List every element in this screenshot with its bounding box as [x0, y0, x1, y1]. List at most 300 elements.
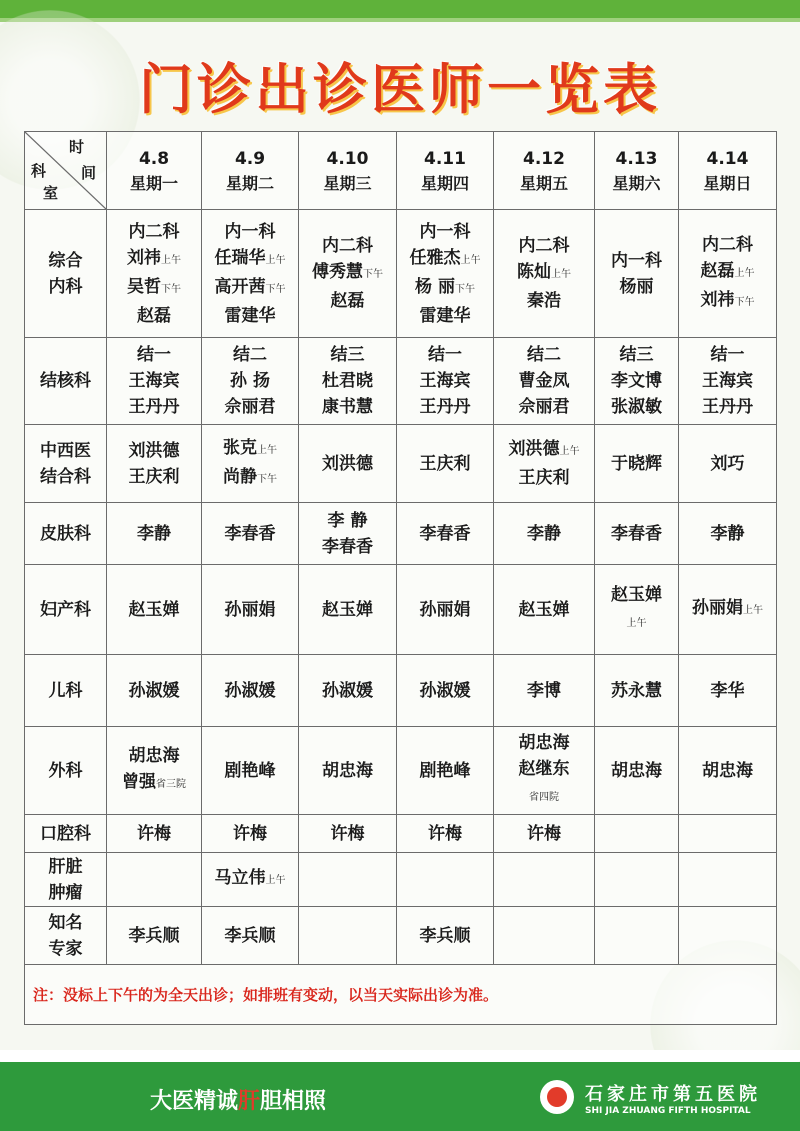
doctor-entry	[679, 368, 776, 394]
doctor-name: 结三	[330, 345, 365, 365]
schedule-cell	[595, 815, 679, 853]
doctor-entry	[202, 219, 298, 245]
doctor-entry	[679, 342, 776, 368]
doctor-name: 刘巧	[710, 453, 745, 474]
doctor-entry	[494, 288, 594, 314]
doctor-name: 胡忠海	[518, 733, 570, 753]
doctor-entry	[494, 342, 594, 368]
doctor-name: 剧艳峰	[419, 760, 471, 781]
schedule-cell	[494, 210, 595, 338]
slogan-liver: 肝	[238, 1089, 261, 1114]
doctor-entry	[299, 508, 396, 534]
doctor-entry	[679, 758, 776, 784]
doctor-name: 胡忠海	[702, 760, 753, 781]
doctor-entry	[202, 758, 298, 784]
hospital-logo-icon	[540, 1080, 574, 1114]
doctor-entry	[679, 521, 776, 547]
schedule-cell	[107, 338, 202, 425]
schedule-cell	[107, 853, 202, 907]
schedule-cell	[397, 503, 494, 565]
doctor-name: 马立伟	[214, 868, 266, 888]
date-label: 4.13	[615, 148, 658, 169]
doctor-name: 雷建华	[419, 305, 471, 326]
doctor-entry	[595, 274, 678, 300]
doctor-entry	[595, 248, 678, 274]
date-header	[397, 132, 494, 210]
schedule-cell	[595, 503, 679, 565]
doctor-name: 刘祎	[700, 289, 735, 310]
schedule-cell	[595, 210, 679, 338]
doctor-entry	[679, 595, 776, 624]
dept-name: 外科	[48, 760, 83, 781]
date-header	[202, 132, 299, 210]
doctor-name: 内二科	[322, 236, 373, 256]
doctor-entry	[494, 678, 594, 704]
schedule-cell	[397, 727, 494, 815]
doctor-name: 内一科	[611, 250, 662, 271]
doctor-entry	[202, 303, 298, 329]
doctor-name: 王海宾	[702, 371, 753, 391]
doctor-name: 结一	[137, 345, 171, 365]
schedule-cell	[299, 655, 397, 727]
shift-tag: 下午	[265, 283, 286, 295]
doctor-name: 王海宾	[128, 371, 180, 391]
weekday-label: 星期日	[703, 173, 752, 193]
dept-cell	[25, 815, 107, 853]
footer-slogan	[150, 1084, 326, 1115]
doctor-entry	[107, 342, 201, 368]
date-header	[494, 132, 595, 210]
schedule-cell	[107, 503, 202, 565]
doctor-entry	[107, 821, 201, 847]
schedule-cell	[202, 815, 299, 853]
doctor-entry	[595, 582, 678, 608]
schedule-cell	[494, 853, 595, 907]
doctor-entry	[494, 465, 594, 491]
doctor-name: 佘丽君	[518, 397, 570, 417]
hospital-name: 石家庄市第五医院	[585, 1084, 761, 1105]
doctor-name: 李兵顺	[224, 925, 276, 946]
table-row	[25, 727, 777, 815]
shift-tag: 上午	[743, 605, 763, 616]
doctor-entry	[107, 597, 201, 623]
doctor-name: 李博	[527, 680, 561, 701]
doctor-entry	[397, 923, 493, 949]
doctor-name: 张克	[223, 437, 257, 458]
schedule-cell	[595, 727, 679, 815]
doctor-name: 孙 扬	[230, 371, 270, 391]
doctor-name: 刘洪德	[322, 453, 373, 474]
doctor-entry	[107, 303, 201, 329]
doctor-entry	[679, 287, 776, 316]
doctor-name: 孙淑媛	[419, 680, 471, 701]
doctor-entry	[107, 219, 201, 245]
schedule-cell	[397, 853, 494, 907]
doctor-name: 内一科	[419, 221, 471, 242]
shift-tag: 下午	[734, 296, 755, 308]
table-row	[25, 565, 777, 655]
dept-name: 综合	[48, 250, 83, 271]
doctor-entry	[202, 678, 298, 704]
doctor-entry	[107, 245, 201, 274]
doctor-name: 王丹丹	[128, 397, 180, 417]
doctor-entry	[299, 342, 396, 368]
doctor-entry	[107, 743, 201, 769]
date-label: 4.9	[234, 148, 266, 169]
doctor-name: 赵磊	[137, 305, 171, 326]
schedule-table	[24, 131, 777, 1025]
table-row	[25, 655, 777, 727]
doctor-entry	[595, 608, 678, 637]
dept-cell	[25, 907, 107, 965]
schedule-cell	[595, 565, 679, 655]
schedule-cell	[202, 503, 299, 565]
dept-cell	[25, 210, 107, 338]
doctor-name: 苏永慧	[611, 680, 662, 701]
doctor-entry	[397, 303, 493, 329]
doctor-entry	[202, 923, 298, 949]
doctor-entry	[397, 597, 493, 623]
dept-cell	[25, 655, 107, 727]
top-light-band	[0, 18, 800, 22]
schedule-cell	[299, 907, 397, 965]
doctor-name: 胡忠海	[322, 760, 373, 781]
doctor-name: 王庆利	[419, 453, 471, 474]
dept-name: 结合科	[40, 466, 91, 487]
shift-tag: 省三院	[156, 779, 186, 790]
shift-tag: 下午	[161, 283, 181, 295]
doctor-name: 王丹丹	[702, 397, 753, 417]
doctor-name: 傅秀慧	[312, 262, 363, 282]
doctor-entry	[299, 394, 396, 420]
doctor-entry	[494, 233, 594, 259]
schedule-cell	[299, 853, 397, 907]
schedule-cell	[107, 210, 202, 338]
doctor-name: 王庆利	[518, 468, 570, 488]
doctor-entry	[494, 436, 594, 465]
doctor-name: 孙淑媛	[128, 680, 180, 701]
doctor-entry	[107, 274, 201, 303]
doctor-entry	[397, 219, 493, 245]
dept-name: 皮肤科	[40, 523, 91, 544]
doctor-entry	[397, 821, 493, 847]
dept-cell	[25, 853, 107, 907]
doctor-entry	[397, 274, 493, 303]
doctor-name: 李春香	[611, 523, 662, 544]
doctor-name: 许梅	[233, 823, 267, 844]
page-title: 门诊出诊医师一览表	[139, 58, 661, 121]
doctor-name: 许梅	[330, 823, 365, 844]
dept-name: 肿瘤	[48, 882, 83, 903]
doctor-name: 李春香	[419, 523, 471, 544]
doctor-name: 李静	[137, 523, 171, 544]
schedule-cell	[107, 565, 202, 655]
doctor-entry	[397, 394, 493, 420]
doctor-name: 李华	[710, 680, 745, 701]
schedule-cell	[494, 727, 595, 815]
doctor-entry	[299, 451, 396, 477]
dept-name: 口腔科	[40, 823, 91, 844]
schedule-cell	[397, 907, 494, 965]
doctor-entry	[299, 758, 396, 784]
doctor-entry	[494, 259, 594, 288]
schedule-cell	[397, 425, 494, 503]
doctor-name: 内二科	[518, 236, 570, 256]
dept-cell	[25, 503, 107, 565]
table-row	[25, 210, 777, 338]
schedule-cell	[595, 425, 679, 503]
doctor-entry	[299, 821, 396, 847]
table-row	[25, 907, 777, 965]
doctor-entry	[299, 288, 396, 314]
doctor-name: 吴哲	[127, 276, 161, 297]
doctor-entry	[202, 342, 298, 368]
doctor-entry	[299, 368, 396, 394]
dept-name: 妇产科	[40, 599, 91, 620]
doctor-entry	[107, 438, 201, 464]
doctor-entry	[107, 368, 201, 394]
doctor-entry	[299, 534, 396, 560]
doctor-entry	[202, 245, 298, 274]
date-label: 4.11	[424, 148, 466, 169]
doctor-name: 杨 丽	[415, 276, 455, 297]
doctor-entry	[595, 451, 678, 477]
doctor-name: 结一	[710, 345, 745, 365]
dept-name: 专家	[48, 938, 83, 959]
doctor-entry	[595, 368, 678, 394]
doctor-entry	[679, 232, 776, 258]
dept-cell	[25, 338, 107, 425]
doctor-name: 任雅杰	[409, 247, 461, 268]
top-green-band	[0, 0, 800, 18]
doctor-name: 赵磊	[330, 291, 365, 311]
dept-name: 中西医	[40, 440, 91, 461]
schedule-cell	[299, 727, 397, 815]
shift-tag: 上午	[460, 254, 481, 266]
corner-label: 时	[68, 138, 84, 156]
doctor-name: 孙丽娟	[419, 599, 471, 620]
doctor-name: 孙淑媛	[322, 680, 373, 701]
doctor-entry	[397, 245, 493, 274]
doctor-name: 杜君晓	[322, 371, 373, 391]
doctor-entry	[107, 923, 201, 949]
doctor-entry	[595, 678, 678, 704]
table-row	[25, 815, 777, 853]
corner-label: 室	[43, 184, 59, 202]
doctor-entry	[107, 394, 201, 420]
doctor-name: 李静	[710, 523, 745, 544]
date-header	[679, 132, 777, 210]
doctor-name: 曹金凤	[518, 371, 570, 391]
doctor-name: 孙淑媛	[224, 680, 276, 701]
schedule-cell	[202, 210, 299, 338]
doctor-name: 结三	[619, 345, 654, 365]
date-label: 4.12	[523, 148, 565, 169]
doctor-entry	[397, 521, 493, 547]
doctor-entry	[299, 678, 396, 704]
schedule-cell	[299, 815, 397, 853]
doctor-entry	[595, 394, 678, 420]
doctor-name: 李静	[527, 523, 561, 544]
doctor-name: 赵玉婵	[128, 599, 180, 620]
doctor-name: 任瑞华	[214, 247, 266, 268]
doctor-name: 许梅	[137, 823, 171, 844]
doctor-entry	[202, 368, 298, 394]
doctor-entry	[494, 782, 594, 811]
weekday-label: 星期一	[129, 173, 178, 193]
schedule-cell	[494, 815, 595, 853]
schedule-cell	[202, 727, 299, 815]
doctor-entry	[299, 597, 396, 623]
schedule-cell	[299, 338, 397, 425]
schedule-cell	[595, 907, 679, 965]
weekday-label: 星期六	[612, 173, 661, 193]
doctor-name: 内一科	[224, 221, 276, 242]
date-header	[299, 132, 397, 210]
schedule-cell	[494, 338, 595, 425]
schedule-cell	[202, 338, 299, 425]
doctor-entry	[595, 758, 678, 784]
table-row	[25, 425, 777, 503]
schedule-cell	[299, 210, 397, 338]
doctor-name: 李春香	[224, 523, 276, 544]
doctor-name: 李兵顺	[128, 925, 180, 946]
schedule-cell	[494, 503, 595, 565]
table-row	[25, 853, 777, 907]
table-row	[25, 503, 777, 565]
doctor-name: 赵磊	[700, 260, 735, 281]
weekday-label: 星期二	[225, 173, 274, 193]
doctor-entry	[397, 678, 493, 704]
doctor-name: 张淑敏	[611, 397, 662, 417]
doctor-name: 结二	[233, 345, 267, 365]
doctor-entry	[202, 865, 298, 894]
corner-label: 科	[31, 162, 47, 180]
dept-cell	[25, 727, 107, 815]
schedule-cell	[679, 655, 777, 727]
doctor-name: 陈灿	[517, 262, 551, 282]
doctor-name: 许梅	[428, 823, 462, 844]
doctor-name: 许梅	[527, 823, 561, 844]
doctor-name: 赵继东	[518, 759, 570, 779]
schedule-cell	[299, 503, 397, 565]
schedule-cell	[679, 210, 777, 338]
doctor-entry	[679, 678, 776, 704]
shift-tag: 上午	[626, 618, 647, 629]
doctor-name: 刘祎	[127, 247, 161, 268]
doctor-entry	[679, 394, 776, 420]
doctor-entry	[202, 597, 298, 623]
doctor-entry	[299, 259, 396, 288]
dept-cell	[25, 425, 107, 503]
doctor-name: 于晓辉	[611, 453, 662, 474]
doctor-entry	[494, 597, 594, 623]
doctor-entry	[107, 464, 201, 490]
doctor-name: 佘丽君	[224, 397, 276, 417]
doctor-name: 胡忠海	[611, 760, 662, 781]
date-header	[107, 132, 202, 210]
schedule-cell	[494, 425, 595, 503]
shift-tag: 下午	[363, 269, 383, 280]
doctor-name: 孙丽娟	[692, 598, 743, 618]
shift-tag: 下午	[257, 473, 277, 485]
shift-tag: 上午	[559, 446, 580, 457]
date-label: 4.10	[326, 148, 369, 169]
date-label: 4.8	[138, 148, 170, 169]
shift-tag: 省四院	[529, 792, 559, 803]
doctor-name: 赵玉婵	[611, 585, 662, 605]
doctor-name: 李兵顺	[419, 925, 471, 946]
schedule-cell	[299, 565, 397, 655]
dept-name: 儿科	[48, 680, 83, 701]
date-label: 4.14	[706, 148, 749, 169]
schedule-cell	[202, 907, 299, 965]
doctor-name: 杨丽	[619, 276, 654, 297]
doctor-entry	[494, 756, 594, 782]
schedule-cell	[679, 425, 777, 503]
schedule-cell	[679, 503, 777, 565]
schedule-cell	[202, 425, 299, 503]
schedule-cell	[107, 425, 202, 503]
doctor-entry	[202, 821, 298, 847]
slogan-text: 大医精诚	[150, 1089, 239, 1114]
doctor-name: 结一	[428, 345, 462, 365]
schedule-cell	[494, 655, 595, 727]
doctor-entry	[595, 521, 678, 547]
schedule-cell	[107, 907, 202, 965]
shift-tag: 上午	[265, 875, 286, 886]
doctor-name: 高开茜	[214, 276, 266, 297]
doctor-entry	[595, 342, 678, 368]
shift-tag: 下午	[454, 283, 475, 295]
doctor-entry	[679, 258, 776, 287]
schedule-cell	[397, 338, 494, 425]
doctor-name: 胡忠海	[128, 746, 180, 766]
doctor-entry	[299, 233, 396, 259]
doctor-entry	[397, 368, 493, 394]
doctor-name: 康书慧	[322, 397, 373, 417]
doctor-name: 内二科	[128, 221, 180, 242]
schedule-cell	[679, 853, 777, 907]
doctor-entry	[397, 758, 493, 784]
doctor-entry	[107, 769, 201, 798]
schedule-cell	[494, 565, 595, 655]
doctor-name: 结二	[527, 345, 561, 365]
schedule-cell	[202, 565, 299, 655]
note-row	[25, 965, 777, 1025]
date-header	[595, 132, 679, 210]
dept-name: 知名	[48, 912, 83, 933]
doctor-name: 剧艳峰	[224, 760, 276, 781]
weekday-label: 星期五	[519, 173, 568, 193]
shift-tag: 上午	[265, 254, 286, 266]
doctor-name: 内二科	[702, 234, 753, 255]
dept-name: 肝脏	[48, 856, 83, 877]
doctor-entry	[202, 394, 298, 420]
shift-tag: 上午	[161, 254, 181, 266]
dept-cell	[25, 565, 107, 655]
schedule-cell	[595, 338, 679, 425]
note-text: 注：没标上下午的为全天出诊；如排班有变动，以当天实际出诊为准。	[25, 965, 777, 1025]
shift-tag: 上午	[551, 269, 571, 280]
doctor-entry	[107, 678, 201, 704]
doctor-name: 王海宾	[419, 371, 471, 391]
doctor-name: 曾强	[122, 772, 156, 792]
doctor-name: 尚静	[223, 466, 257, 487]
doctor-entry	[202, 435, 298, 464]
doctor-name: 李文博	[611, 371, 662, 391]
doctor-entry	[679, 451, 776, 477]
